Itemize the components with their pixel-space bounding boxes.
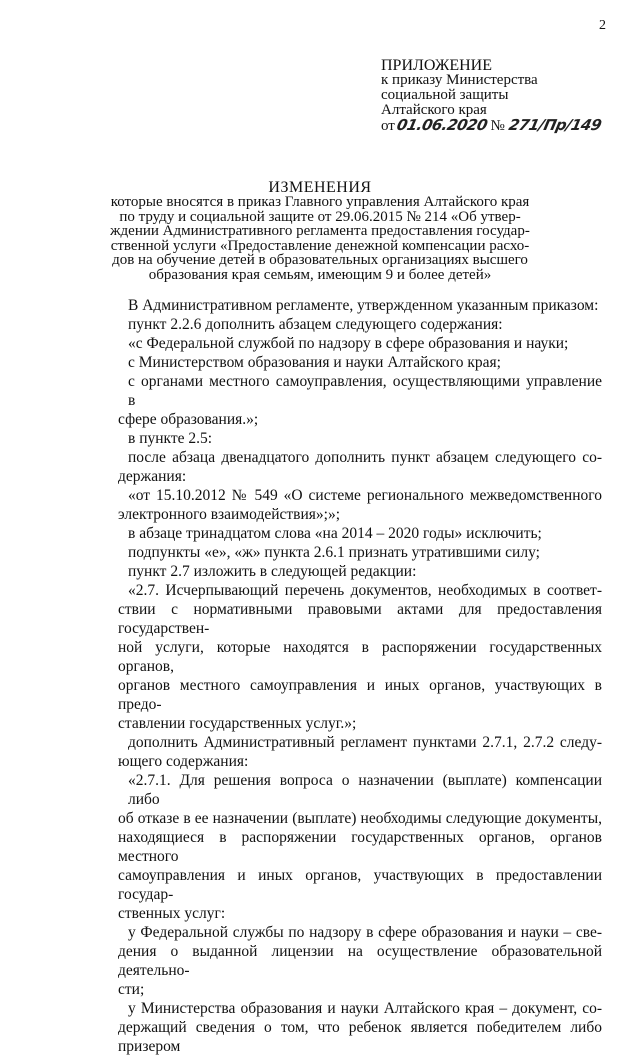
appendix-title: ПРИЛОЖЕНИЕ — [381, 57, 493, 74]
body-line: с органами местного самоуправления, осуществляющими управление в — [128, 373, 602, 409]
document-body — [118, 296, 602, 1056]
body-line: «2.7.1. Для решения вопроса о назначении (выплате) компенсации либо — [128, 772, 602, 808]
body-line: органов местного самоуправления и иных органов, участвующих в предо- — [118, 677, 602, 713]
body-line: в абзаце тринадцатом слова «на 2014 – 2020 годы» исключить; — [128, 525, 542, 542]
body-line: электронного взаимодействия»;»; — [118, 506, 341, 523]
body-line: подпункты «е», «ж» пункта 2.6.1 признать утратившими силу; — [128, 544, 540, 561]
body-line: держания: — [118, 468, 187, 485]
body-line: ющего содержания: — [118, 753, 249, 770]
handwritten-number: 271/Пр/149 — [507, 116, 603, 134]
body-line: об отказе в ее назначении (выплате) необходимы следующие документы, — [118, 810, 602, 827]
heading-line: дов на обучение детей в образовательных организациях высшего — [112, 252, 528, 268]
body-line: у Федеральной службы по надзору в сфере образования и науки – све- — [128, 924, 602, 941]
heading-line: которые вносятся в приказ Главного управления Алтайского края — [110, 194, 530, 210]
body-line: «от 15.10.2012 № 549 «О системе регионального межведомственного — [128, 487, 602, 504]
page-number: 2 — [599, 18, 606, 33]
body-line: «2.7. Исчерпывающий перечень документов, необходимых в соответ- — [128, 582, 602, 599]
body-line: ственных услуг: — [118, 905, 226, 922]
heading-line: ственной услуги «Предоставление денежной компенсации расхо- — [110, 237, 530, 254]
handwritten-date: 01.06.2020 — [395, 116, 489, 134]
body-line: дения о выданной лицензии на осуществление образовательной деятельно- — [118, 943, 602, 979]
body-line: находящиеся в распоряжении государственных органов, органов местного — [118, 829, 602, 865]
body-line: у Министерства образования и науки Алтайского края – документ, со- — [128, 1000, 602, 1017]
body-line: ставлении государственных услуг.»; — [118, 715, 357, 732]
body-line: В Административном регламенте, утвержденном указанным приказом: — [128, 297, 599, 314]
body-line: дополнить Административный регламент пунктами 2.7.1, 2.7.2 следу- — [128, 734, 602, 751]
body-line: сти; — [118, 981, 145, 998]
heading-line: по труду и социальной защите от 29.06.2015 № 214 «Об утвер- — [119, 208, 521, 225]
heading-title: ИЗМЕНЕНИЯ — [268, 179, 372, 196]
date-prefix: от — [381, 118, 395, 134]
heading-line: образования края семьям, имеющим 9 и более детей» — [148, 266, 492, 283]
body-line: после абзаца двенадцатого дополнить пункт абзацем следующего со- — [128, 449, 602, 466]
appendix-line-3: Алтайского края — [381, 102, 487, 118]
appendix-line-1: к приказу Министерства — [381, 72, 538, 88]
body-line: пункт 2.7 изложить в следующей редакции: — [128, 563, 417, 580]
appendix-line-2: социальной защиты — [381, 87, 509, 103]
body-line: держащий сведения о том, что ребенок является победителем либо призером — [118, 1019, 602, 1055]
body-line: «с Федеральной службой по надзору в сфере образования и науки; — [128, 335, 569, 352]
document-heading — [0, 0, 640, 282]
heading-line: ждении Административного регламента предоставления государ- — [110, 223, 530, 239]
body-line: самоуправления и иных органов, участвующих в предоставлении государ- — [118, 867, 602, 903]
body-line: пункт 2.2.6 дополнить абзацем следующего содержания: — [128, 316, 503, 333]
number-prefix: № — [490, 118, 505, 134]
body-line: с Министерством образования и науки Алтайского края; — [128, 354, 501, 371]
body-line: ствии с нормативными правовыми актами для предоставления государствен- — [118, 601, 602, 637]
body-line: ной услуги, которые находятся в распоряжении государственных органов, — [118, 639, 602, 675]
body-line: в пункте 2.5: — [128, 430, 213, 447]
body-line: сфере образования.»; — [118, 411, 259, 428]
